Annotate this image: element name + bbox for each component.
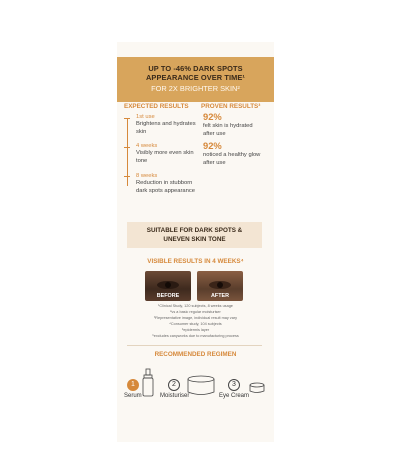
before-photo: [145, 271, 191, 301]
step-number: 2: [168, 379, 180, 391]
stat-percent: 92%: [203, 111, 222, 122]
footnote: ³Representative image, individual result may vary: [154, 316, 237, 320]
step-text: Visibly more even skin tone: [136, 150, 194, 164]
after-label: AFTER: [211, 293, 229, 299]
step-text: Brightens and hydrates skin: [136, 121, 196, 135]
suitability-line-1: SUITABLE FOR DARK SPOTS &: [146, 227, 243, 234]
expected-results-heading: EXPECTED RESULTS: [124, 103, 189, 110]
proven-results-heading: PROVEN RESULTS³: [201, 103, 261, 110]
moisturiser-jar-icon: [186, 375, 216, 397]
after-photo: [197, 271, 243, 301]
stat-percent: 92%: [203, 140, 222, 151]
divider: [127, 345, 262, 346]
suitability-line-2: UNEVEN SKIN TONE: [163, 236, 226, 243]
serum-bottle-icon: [141, 368, 155, 398]
timeline-tick: [124, 147, 130, 148]
before-label: BEFORE: [156, 293, 180, 299]
footnote: ⁴Consumer study, 104 subjects: [169, 322, 222, 326]
step-number: 3: [228, 379, 240, 391]
stat-text: noticed a healthy glow after use: [203, 152, 261, 166]
step-week: 1st use: [136, 114, 155, 120]
footnote: ²vs a basic regular moisturiser: [170, 310, 221, 314]
regimen-label-eye-cream: Eye Cream: [219, 393, 250, 399]
regimen-label-moisturiser: Moisturiser: [160, 393, 190, 399]
banner-line-3: FOR 2X BRIGHTER SKIN²: [151, 84, 240, 93]
footnote: ¹Clinical Study, 120 subjects, 8 weeks usage: [158, 304, 233, 308]
step-number: 1: [127, 379, 139, 391]
banner-line-2: APPEARANCE OVER TIME¹: [145, 73, 245, 82]
eye-cream-jar-icon: [249, 382, 265, 394]
visible-results-heading: VISIBLE RESULTS IN 4 WEEKS⁴: [147, 258, 244, 265]
step-text: Reduction in stubborn dark spots appearance: [136, 180, 195, 194]
step-week: 4 weeks: [136, 143, 158, 149]
timeline-tick: [124, 118, 130, 119]
footnote: ⁶excludes canyworks due to manufacturing process: [152, 334, 239, 338]
regimen-label-serum: Serum: [124, 393, 142, 399]
suitability-box: [127, 222, 262, 248]
stat-text: felt skin is hydrated after use: [203, 123, 253, 137]
regimen-heading: RECOMMENDED REGIMEN: [154, 351, 237, 358]
claim-banner: [117, 57, 274, 102]
timeline-tick: [124, 176, 130, 177]
banner-line-1: UP TO -46% DARK SPOTS: [148, 64, 243, 73]
step-week: 8 weeks: [136, 173, 158, 179]
footnote: ⁵epidermis layer: [181, 328, 210, 332]
